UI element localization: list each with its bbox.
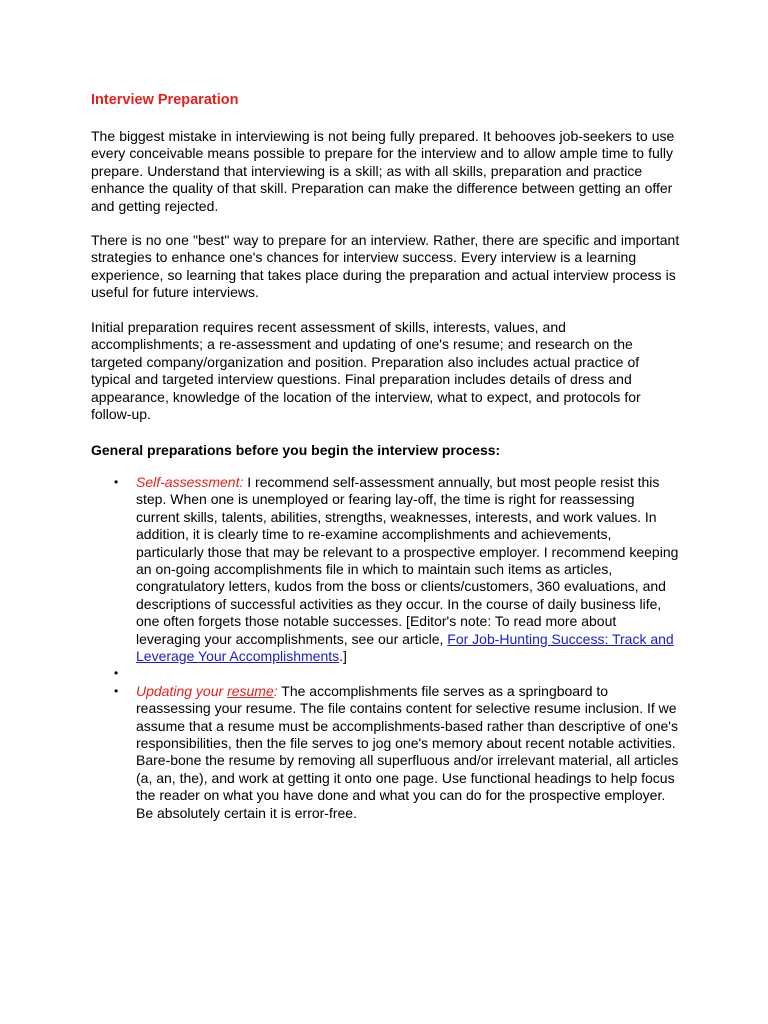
- preparation-list: [91, 474, 681, 822]
- updating-label-suffix: :: [273, 682, 278, 699]
- list-item-updating-resume: [91, 683, 681, 822]
- self-assessment-label: Self-assessment:: [136, 474, 244, 490]
- paragraph-strategies: There is no one "best" way to prepare for an interview. Rather, there are specific and important strategies to enhance one's chances for interview success. Every interview is a learning experience, so learning that takes place during the preparation and actual interview process is useful for future interviews.: [91, 232, 680, 301]
- updating-resume-text: The accomplishments file serves as a springboard to reassessing your resume. The file contains content for selective resume inclusion. If we assume that a resume must be accomplishments-based rather than descriptive of one's responsibilities, then the file serves to jog one's memory about recent notable activities. Bare-bone the resume by removing all superfluous and/or irrelevant material, all articles (a, an, the), and work at getting it onto one page. Use functional headings to help focus the reader on what you have done and what you can do for the prospective employer. Be absolutely certain it is error-free.: [136, 682, 679, 821]
- self-assessment-tail: .]: [339, 648, 347, 665]
- paragraph-intro: The biggest mistake in interviewing is not being fully prepared. It behooves job-seekers to use every conceivable means possible to prepare for the interview and to allow ample time to fully prepare. Understand that interviewing is a skill; as with all skills, preparation and practice enhance the quality of that skill. Preparation can make the difference between getting an offer and getting rejected.: [91, 128, 675, 214]
- accomplishments-article-link[interactable]: For Job-Hunting Success: Track and Leverage Your Accomplishments: [136, 630, 674, 665]
- section-subheading: General preparations before you begin the interview process:: [91, 442, 501, 458]
- updating-label-prefix: Updating your: [136, 682, 228, 699]
- bullet-icon: •: [114, 475, 119, 489]
- bullet-icon: •: [114, 666, 119, 681]
- paragraph-initial-preparation: Initial preparation requires recent assessment of skills, interests, values, and accomplishments; a re-assessment and updating of one's resume; and research on the targeted company/organization and position. Preparation also includes actual practice of typical and targeted interview questions. Final preparation includes details of dress and appearance, knowledge of the location of the interview, what to expect, and protocols for follow-up.: [91, 319, 641, 423]
- list-item-self-assessment: [91, 474, 681, 665]
- page-title: Interview Preparation: [91, 92, 239, 108]
- list-item-empty: [91, 665, 681, 682]
- bullet-icon: •: [114, 683, 119, 698]
- self-assessment-text: I recommend self-assessment annually, but most people resist this step. When one is unemployed or fearing lay-off, the time is right for reassessing current skills, talents, abilities, strengths, weaknesses, interests, and work values. In addition, it is clearly time to re-examine accomplishments and achievements, particularly those that may be relevant to a prospective employer. I recommend keeping an on-going accomplishments file in which to maintain such items as articles, congratulatory letters, kudos from the boss or clients/customers, 360 evaluations, and descriptions of successful activities as they occur. In the course of daily business life, one often forgets those notable successes. [Editor's note: To read more about leveraging your accomplishments, see our article,: [136, 474, 679, 647]
- resume-link[interactable]: resume: [227, 682, 274, 699]
